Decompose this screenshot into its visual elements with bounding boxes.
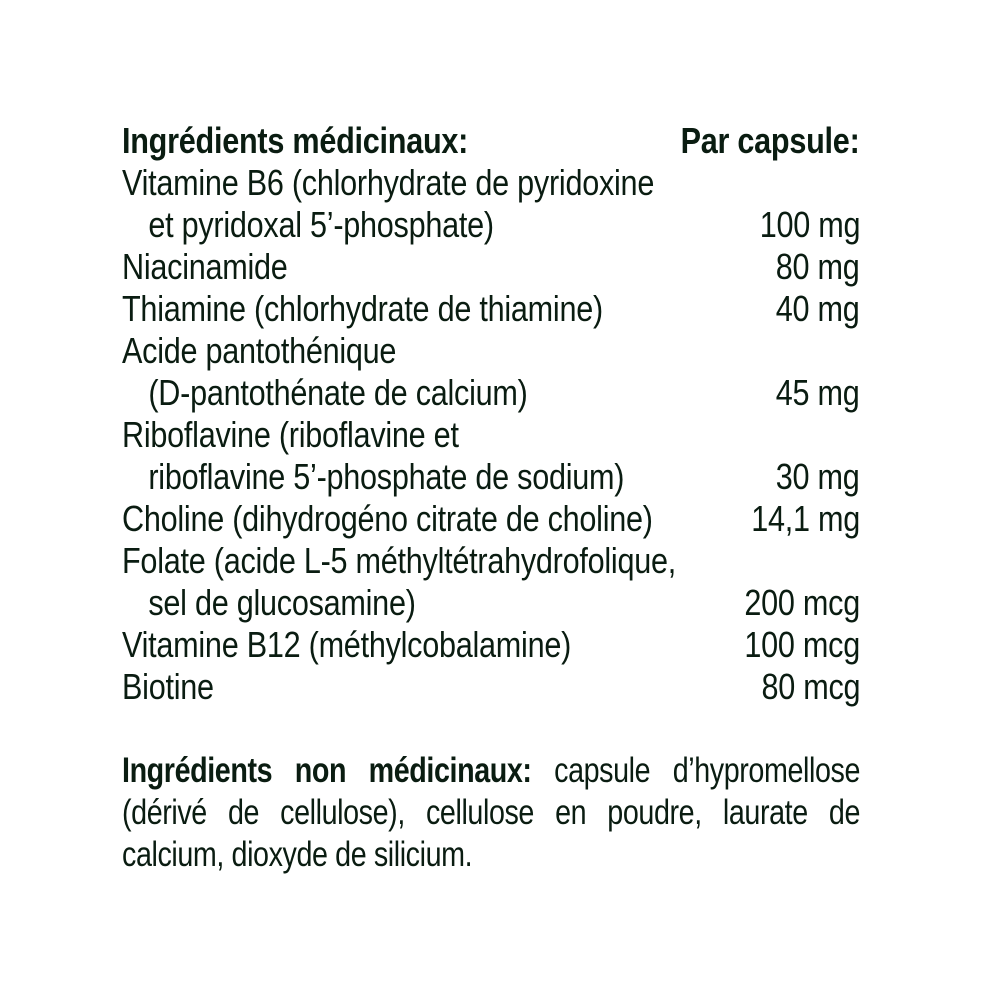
ingredient-amount: 14,1 mg <box>751 498 860 539</box>
ingredient-name: Niacinamide <box>122 246 288 287</box>
ingredient-name: Acide pantothénique <box>122 330 397 371</box>
ingredient-line <box>122 414 860 456</box>
ingredient-line <box>122 246 860 288</box>
ingredient-amount: 45 mg <box>776 372 860 413</box>
ingredient-line <box>122 540 860 582</box>
ingredient-line <box>122 372 860 414</box>
ingredient-line <box>122 162 860 204</box>
medicinal-header-row <box>122 120 860 162</box>
ingredient-name: et pyridoxal 5’-phosphate) <box>148 204 494 245</box>
ingredient-line <box>122 498 860 540</box>
paragraph-line <box>122 792 860 834</box>
ingredient-name: Folate (acide L-5 méthyltétrahydrofolique, <box>122 540 676 581</box>
ingredient-name: sel de glucosamine) <box>148 582 416 623</box>
ingredient-name: Choline (dihydrogéno citrate de choline) <box>122 498 653 539</box>
ingredient-line <box>122 330 860 372</box>
ingredient-name: Vitamine B6 (chlorhydrate de pyridoxine <box>122 162 655 203</box>
ingredient-amount: 80 mg <box>776 246 860 287</box>
ingredient-amount: 200 mcg <box>744 582 860 623</box>
non-medicinal-paragraph <box>122 750 860 876</box>
ingredient-line <box>122 456 860 498</box>
ingredient-name: Vitamine B12 (méthylcobalamine) <box>122 624 572 665</box>
medicinal-ingredients-table <box>122 120 860 708</box>
ingredient-name: (D-pantothénate de calcium) <box>148 372 528 413</box>
per-capsule-header: Par capsule: <box>681 120 860 161</box>
ingredient-line <box>122 204 860 246</box>
paragraph-line-text: calcium, dioxyde de silicium. <box>122 835 473 874</box>
paragraph-line-text: (dérivé de cellulose), cellulose en poudre, laurate de <box>122 793 860 832</box>
paragraph-line-text: capsule d’hypromellose <box>554 751 861 790</box>
non-medicinal-label: Ingrédients non médicinaux: <box>122 751 532 790</box>
ingredient-line <box>122 288 860 330</box>
medicinal-ingredients-title: Ingrédients médicinaux: <box>122 120 469 161</box>
ingredient-amount: 100 mcg <box>744 624 860 665</box>
ingredient-rows <box>122 162 860 708</box>
ingredient-name: riboflavine 5’-phosphate de sodium) <box>148 456 625 497</box>
paragraph-line <box>122 750 860 792</box>
ingredient-line <box>122 666 860 708</box>
ingredient-name: Thiamine (chlorhydrate de thiamine) <box>122 288 603 329</box>
ingredient-amount: 30 mg <box>776 456 860 497</box>
ingredient-amount: 40 mg <box>776 288 860 329</box>
ingredient-line <box>122 624 860 666</box>
ingredient-name: Riboflavine (riboflavine et <box>122 414 459 455</box>
ingredient-amount: 80 mcg <box>761 666 860 707</box>
ingredient-amount: 100 mg <box>759 204 860 245</box>
ingredient-line <box>122 582 860 624</box>
paragraph-line <box>122 834 860 876</box>
ingredient-name: Biotine <box>122 666 214 707</box>
